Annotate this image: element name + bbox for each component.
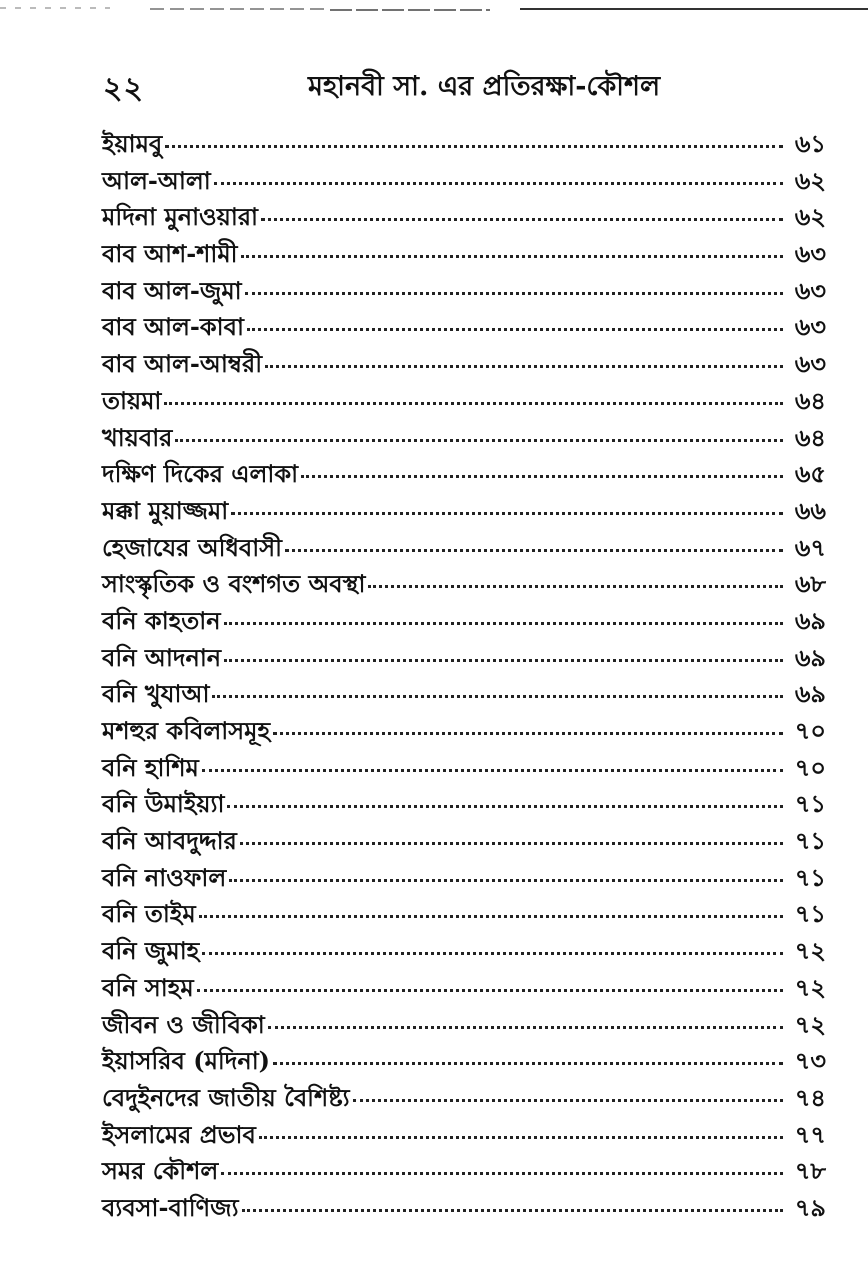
toc-entry-title: বনি কাহতান — [102, 605, 221, 635]
toc-entry — [102, 713, 826, 750]
page-header — [0, 62, 868, 110]
toc-entry — [102, 566, 826, 603]
toc-entry-title: বনি সাহম — [102, 972, 194, 1002]
dot-leader — [301, 475, 783, 478]
dot-leader — [175, 439, 783, 442]
toc-entry-page: ৭৯ — [794, 1192, 826, 1222]
toc-entry-title: দক্ষিণ দিকের এলাকা — [102, 459, 299, 489]
dot-leader — [268, 1026, 783, 1029]
toc-entry-page: ৭১ — [794, 862, 826, 892]
toc-entry-title: সমর কৌশল — [102, 1156, 219, 1186]
dot-leader — [273, 732, 783, 735]
toc-entry-page: ৭১ — [794, 899, 826, 929]
dot-leader — [165, 145, 783, 148]
toc-entry-page: ৬২ — [794, 202, 826, 232]
toc-entry-page: ৬৩ — [794, 239, 826, 269]
toc-entry — [102, 676, 826, 713]
toc-entry-title: তায়মা — [102, 385, 162, 415]
dot-leader — [368, 585, 783, 588]
toc-entry-title: জীবন ও জীবিকা — [102, 1009, 265, 1039]
toc-entry — [102, 603, 826, 640]
toc-entry-page: ৬৫ — [794, 459, 826, 489]
toc-entry-title: বাব আল-কাবা — [102, 312, 244, 342]
toc-entry-title: বনি উমাইয়্যা — [102, 789, 225, 819]
toc-entry-page: ৬৮ — [794, 569, 826, 599]
toc-entry — [102, 493, 826, 530]
toc-entry-title: বনি নাওফাল — [102, 862, 227, 892]
toc-entry-page: ৭১ — [794, 826, 826, 856]
dot-leader — [214, 182, 783, 185]
toc-entry-title: মদিনা মুনাওয়ারা — [102, 202, 258, 232]
toc-entry-title: বাব আল-জুমা — [102, 275, 242, 305]
dot-leader — [202, 952, 783, 955]
toc-entry — [102, 823, 826, 860]
dot-leader — [285, 549, 783, 552]
toc-entry-page: ৬৩ — [794, 349, 826, 379]
dot-leader — [240, 842, 783, 845]
dot-leader — [212, 695, 783, 698]
toc-entry-title: মশহুর কবিলাসমূহ — [102, 716, 271, 745]
toc-entry-title: মক্কা মুয়াজ্জমা — [102, 495, 229, 525]
toc-entry-page: ৬৪ — [794, 385, 826, 415]
toc-entry-page: ৬৬ — [794, 495, 826, 525]
toc-entry-page: ৭৭ — [794, 1119, 826, 1149]
dot-leader — [241, 255, 783, 258]
toc-entry-page: ৬৩ — [794, 275, 826, 305]
toc-entry-page: ৭১ — [794, 789, 826, 819]
toc-entry-page: ৬৯ — [794, 605, 826, 635]
toc-entry — [102, 1190, 826, 1227]
toc-entry — [102, 933, 826, 970]
toc-entry-title: বনি জুমাহ — [102, 936, 200, 966]
dot-leader — [261, 218, 783, 221]
toc-entry-page: ৬৯ — [794, 642, 826, 672]
dot-leader — [202, 769, 783, 772]
toc-entry-title: ইয়ামবু — [102, 129, 163, 158]
toc-entry-page: ৬৩ — [794, 312, 826, 342]
toc-entry-page: ৬১ — [794, 129, 826, 158]
toc-entry — [102, 640, 826, 677]
toc-entry-title: হেজাযের অধিবাসী — [102, 532, 282, 562]
dot-leader — [224, 659, 783, 662]
toc-entry — [102, 309, 826, 346]
toc-entry — [102, 456, 826, 493]
toc-entry — [102, 163, 826, 200]
toc-entry-title: ইয়াসরিব (মদিনা) — [102, 1046, 271, 1076]
toc-entry-title: ব্যবসা-বাণিজ্য — [102, 1192, 239, 1222]
toc-entry-page: ৭২ — [794, 1009, 826, 1039]
toc-entry — [102, 1153, 826, 1190]
toc-entry-page: ৭০ — [794, 752, 826, 782]
dot-leader — [242, 1209, 783, 1212]
dot-leader — [229, 879, 783, 882]
toc-entry-title: আল-আলা — [102, 165, 211, 195]
toc-entry-title: ইসলামের প্রভাব — [102, 1119, 256, 1149]
toc-entry — [102, 126, 826, 163]
toc-entry — [102, 786, 826, 823]
toc-entry-title: বনি খুযাআ — [102, 679, 210, 709]
toc-entry — [102, 1007, 826, 1044]
dot-leader — [247, 328, 783, 331]
dot-leader — [273, 1062, 783, 1065]
toc-entry-page: ৭৪ — [794, 1082, 826, 1112]
toc-entry — [102, 750, 826, 787]
toc-entry-page: ৭২ — [794, 936, 826, 966]
toc-entry — [102, 896, 826, 933]
dot-leader — [231, 512, 783, 515]
toc-entry — [102, 1117, 826, 1154]
dot-leader — [199, 915, 783, 918]
dot-leader — [197, 989, 783, 992]
toc-entry — [102, 1043, 826, 1080]
toc-entry — [102, 530, 826, 567]
toc-entry-title: খায়বার — [102, 422, 173, 452]
toc-entry-title: বনি আবদুদ্দার — [102, 826, 237, 856]
toc-entry — [102, 236, 826, 273]
toc-entry-title: সাংস্কৃতিক ও বংশগত অবস্থা — [102, 569, 366, 599]
dot-leader — [227, 805, 783, 808]
toc-entry — [102, 273, 826, 310]
toc-entry — [102, 199, 826, 236]
dot-leader — [221, 1172, 783, 1175]
toc-entry — [102, 346, 826, 383]
toc-entry — [102, 970, 826, 1007]
toc-entry-title: বনি আদনান — [102, 642, 222, 672]
book-title: মহানবী সা. এর প্রতিরক্ষা-কৌশল — [308, 71, 661, 102]
toc-entry-page: ৬২ — [794, 165, 826, 195]
toc-entry-title: বনি তাইম — [102, 899, 196, 929]
toc-entry-page: ৭০ — [794, 716, 826, 745]
toc-entry-title: বনি হাশিম — [102, 752, 199, 782]
table-of-contents — [102, 126, 826, 1227]
toc-entry-page: ৬৯ — [794, 679, 826, 709]
dot-leader — [259, 1136, 783, 1139]
top-scan-rule — [0, 6, 868, 12]
toc-entry-page: ৭৮ — [794, 1156, 826, 1186]
toc-entry-title: বাব আশ-শামী — [102, 239, 238, 269]
dot-leader — [265, 365, 783, 368]
dot-leader — [164, 402, 783, 405]
toc-entry-title: বাব আল-আম্বরী — [102, 349, 263, 379]
dot-leader — [353, 1099, 783, 1102]
dot-leader — [224, 622, 783, 625]
page-number: ২২ — [103, 71, 145, 106]
toc-entry — [102, 860, 826, 897]
dot-leader — [245, 292, 783, 295]
toc-entry-page: ৬৭ — [794, 532, 826, 562]
toc-entry-page: ৭৩ — [794, 1046, 826, 1076]
toc-entry — [102, 1080, 826, 1117]
toc-entry-page: ৬৪ — [794, 422, 826, 452]
toc-entry — [102, 383, 826, 420]
toc-entry-page: ৭২ — [794, 972, 826, 1002]
toc-entry — [102, 420, 826, 457]
toc-entry-title: বেদুইনদের জাতীয় বৈশিষ্ট্য — [102, 1082, 350, 1112]
